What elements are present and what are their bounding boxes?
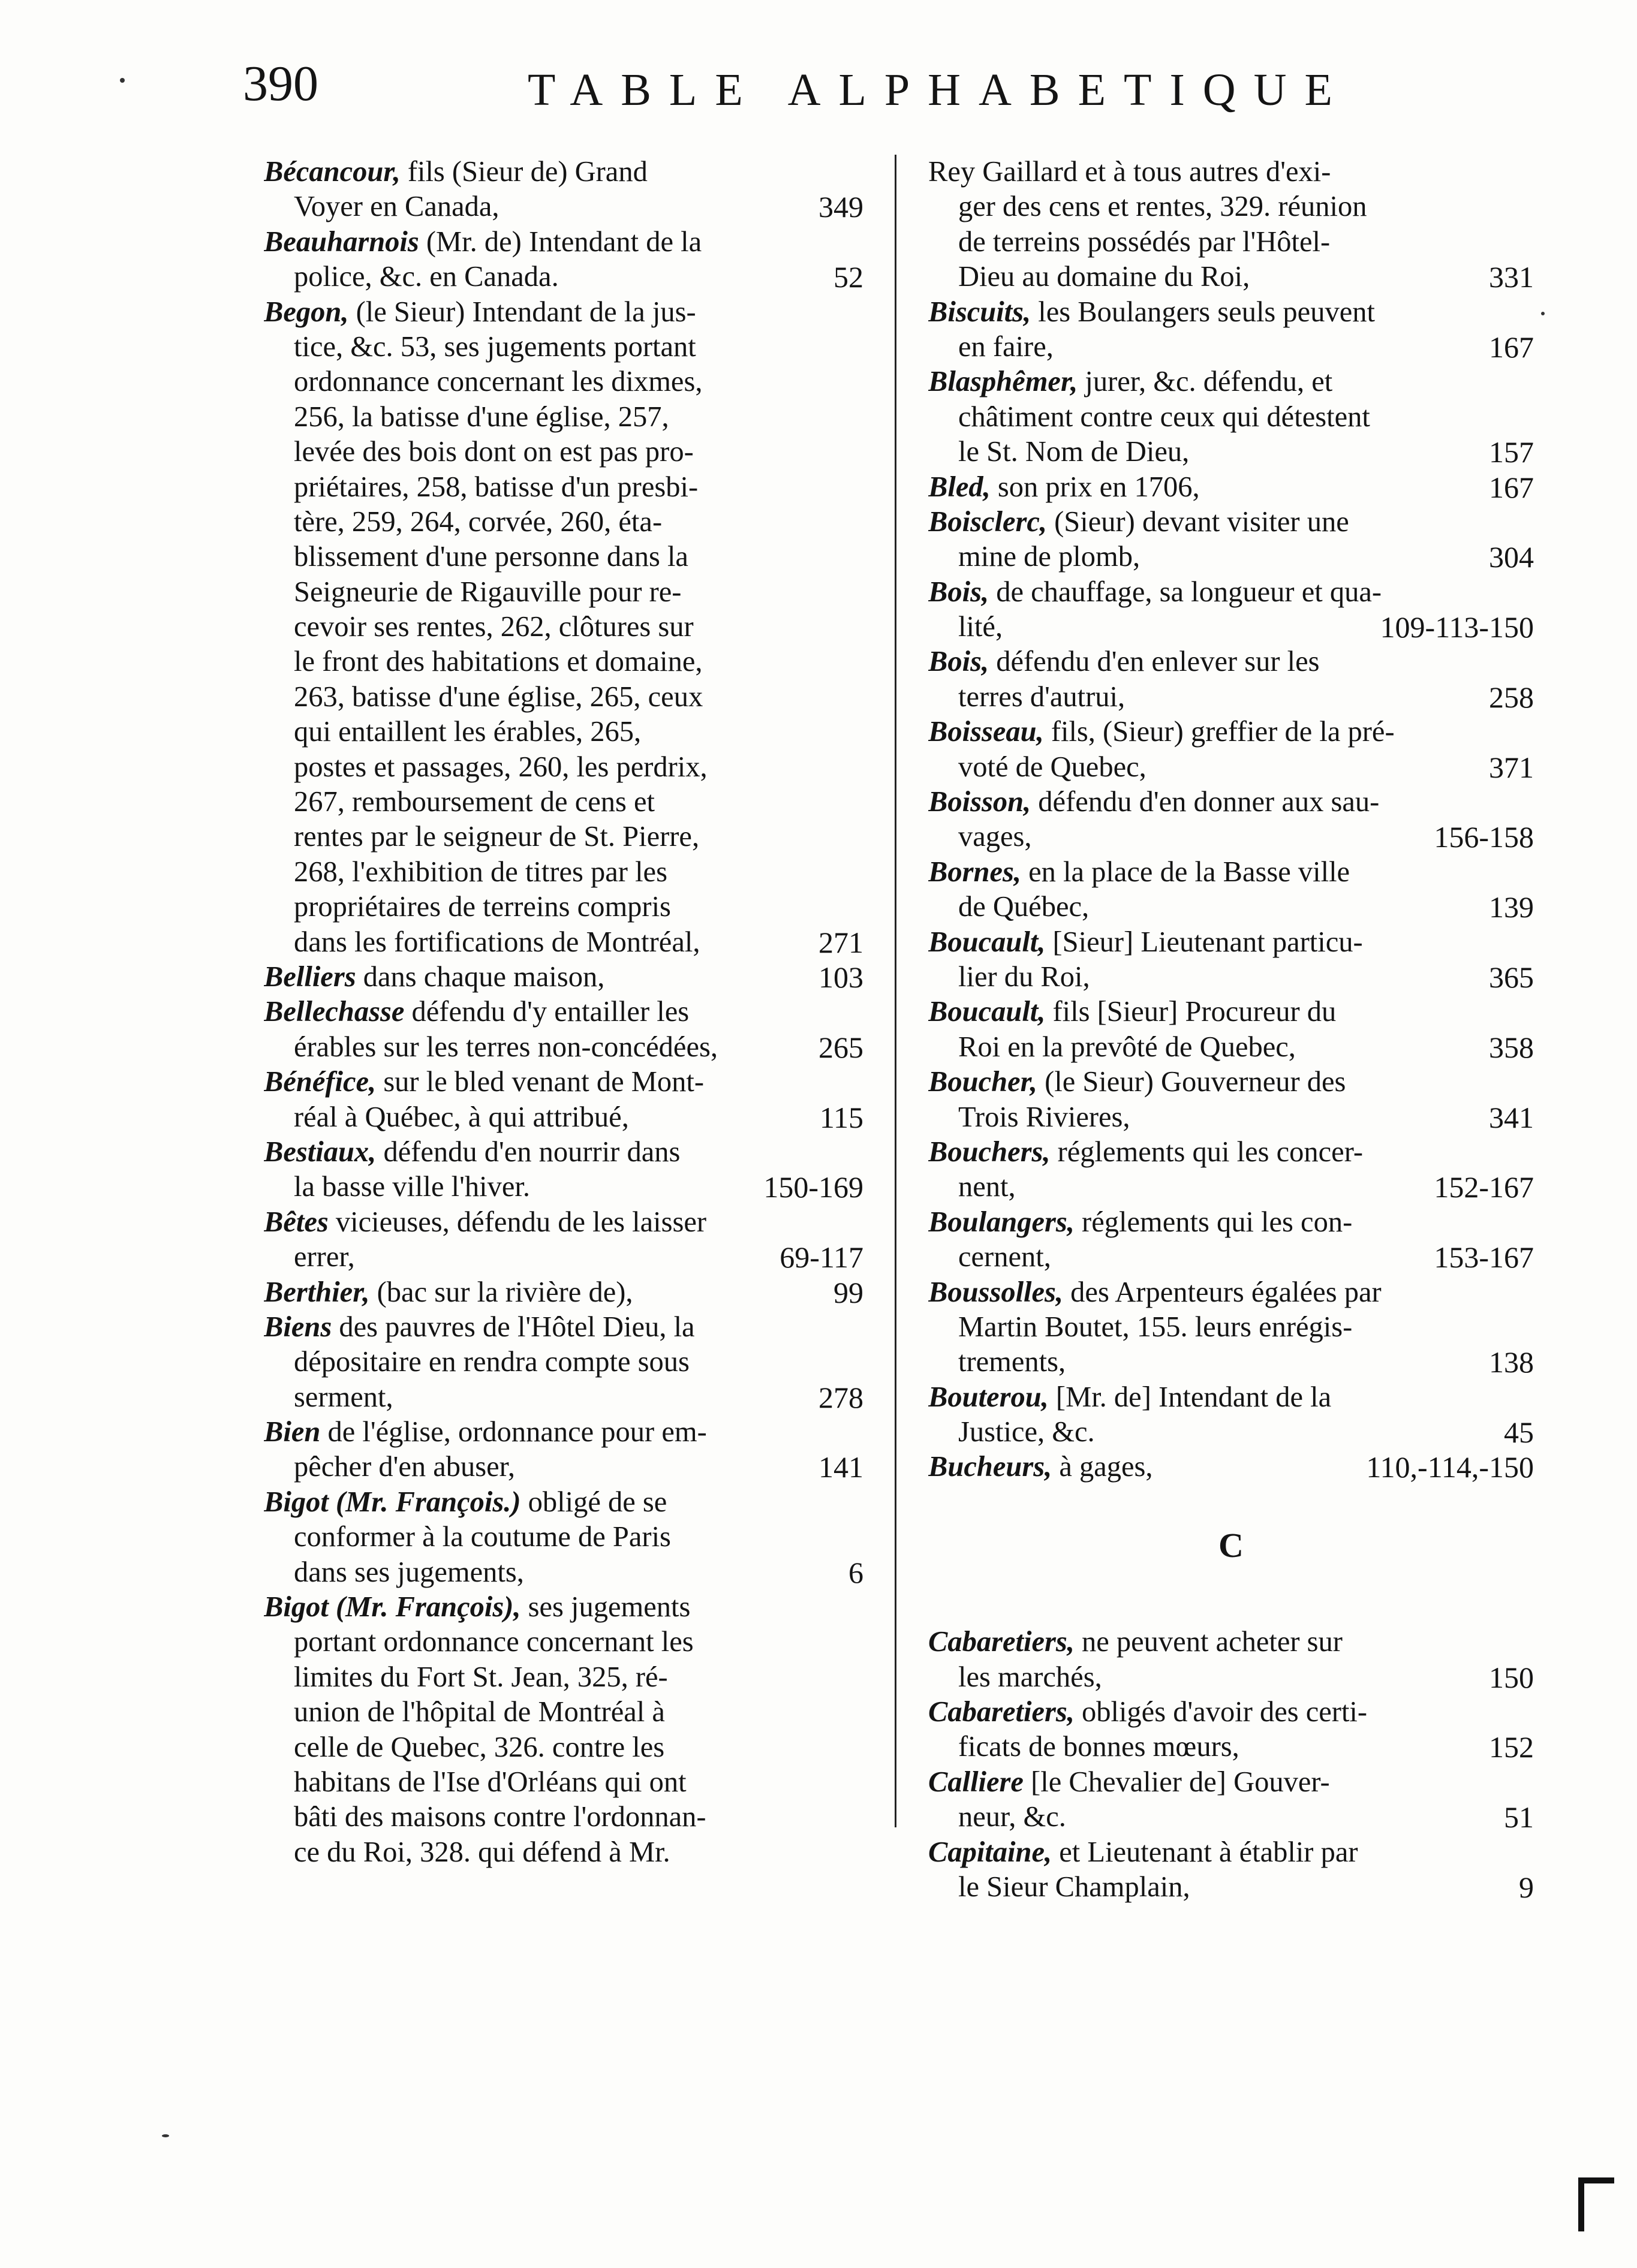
entry-headword: Biens bbox=[264, 1311, 332, 1343]
entry-headword: Bien bbox=[264, 1416, 321, 1448]
entry-line bbox=[928, 1030, 1534, 1065]
entry-page-ref: 103 bbox=[813, 960, 863, 995]
entry-line bbox=[928, 750, 1534, 785]
entry-page-ref: 99 bbox=[827, 1275, 863, 1310]
entry-text: réglements qui les concer- bbox=[1057, 1135, 1364, 1168]
entry-page-ref: 69-117 bbox=[774, 1240, 863, 1275]
entry-text: Justice, &c. bbox=[958, 1416, 1095, 1448]
entry-text: et Lieutenant à établir par bbox=[1059, 1836, 1358, 1868]
entry-text: qui entaillent les érables, 265, bbox=[294, 716, 642, 748]
entry-line bbox=[264, 1450, 863, 1484]
entry-headword: Bouchers, bbox=[928, 1135, 1051, 1168]
entry-page-ref: 358 bbox=[1483, 1030, 1534, 1065]
entry-text: son prix en 1706, bbox=[997, 471, 1200, 503]
entry-text: le front des habitations et domaine, bbox=[294, 646, 703, 678]
entry-text: (Sieur) devant visiter une bbox=[1054, 505, 1349, 538]
entry-text: ce du Roi, 328. qui défend à Mr. bbox=[294, 1836, 670, 1868]
entry-line bbox=[264, 750, 863, 785]
entry-line bbox=[264, 1835, 863, 1870]
entry-text: vages, bbox=[958, 821, 1032, 853]
entry-line bbox=[264, 1030, 863, 1065]
entry-headword: Bouterou, bbox=[928, 1381, 1049, 1413]
entry-text: cevoir ses rentes, 262, clôtures sur bbox=[294, 611, 694, 643]
entry-text: obligés d'avoir des certi- bbox=[1081, 1696, 1368, 1728]
entry-text: ne peuvent acheter sur bbox=[1081, 1626, 1343, 1658]
entry-text: conformer à la coutume de Paris bbox=[294, 1521, 671, 1553]
entry-line bbox=[264, 1555, 863, 1590]
entry-text: Martin Boutet, 155. leurs enrégis- bbox=[958, 1311, 1353, 1343]
entry-text: serment, bbox=[294, 1381, 393, 1413]
entry-line bbox=[264, 960, 863, 995]
entry-page-ref: 150 bbox=[1483, 1660, 1534, 1695]
entry-text: à gages, bbox=[1059, 1451, 1153, 1483]
entry-text: [Sieur] Lieutenant particu- bbox=[1052, 926, 1363, 958]
entry-page-ref: 156-158 bbox=[1428, 820, 1534, 854]
entry-text: de l'église, ordonnance pour em- bbox=[327, 1416, 707, 1448]
entry-text: jurer, &c. défendu, et bbox=[1085, 366, 1333, 398]
entry-text: (le Sieur) Gouverneur des bbox=[1045, 1066, 1346, 1098]
index-entry bbox=[264, 1065, 863, 1135]
entry-text: Seigneurie de Rigauville pour re- bbox=[294, 576, 682, 608]
entry-text: [Mr. de] Intendant de la bbox=[1055, 1381, 1332, 1413]
ink-speck bbox=[162, 2134, 169, 2137]
entry-headword: Boucault, bbox=[928, 926, 1046, 958]
entry-line bbox=[264, 435, 863, 469]
index-entry bbox=[928, 155, 1534, 295]
entry-line bbox=[928, 1730, 1534, 1764]
entry-headword: Blasphêmer, bbox=[928, 366, 1078, 398]
entry-page-ref: 138 bbox=[1483, 1345, 1534, 1380]
entry-line bbox=[928, 1275, 1534, 1310]
entry-text: 256, la batisse d'une église, 257, bbox=[294, 400, 669, 433]
entry-line bbox=[264, 505, 863, 540]
entry-text: des pauvres de l'Hôtel Dieu, la bbox=[339, 1311, 695, 1343]
entry-line bbox=[928, 1205, 1534, 1240]
index-entry bbox=[928, 1275, 1534, 1380]
entry-line bbox=[264, 1520, 863, 1555]
entry-text: érables sur les terres non-concédées, bbox=[294, 1031, 718, 1063]
index-entry bbox=[928, 505, 1534, 575]
entry-line bbox=[264, 1065, 863, 1100]
entry-line bbox=[264, 1135, 863, 1170]
entry-page-ref: 331 bbox=[1483, 260, 1534, 294]
entry-text: 268, l'exhibition de titres par les bbox=[294, 856, 667, 888]
entry-line bbox=[928, 995, 1534, 1029]
entry-page-ref: 6 bbox=[842, 1555, 863, 1590]
entry-headword: Boisson, bbox=[928, 786, 1031, 818]
entry-line bbox=[928, 505, 1534, 540]
entry-line bbox=[928, 330, 1534, 365]
entry-line bbox=[928, 925, 1534, 960]
entry-page-ref: 278 bbox=[813, 1380, 863, 1415]
left-column bbox=[264, 155, 863, 1870]
entry-text: châtiment contre ceux qui détestent bbox=[958, 400, 1370, 433]
entry-text: ses jugements bbox=[528, 1591, 691, 1624]
index-entry bbox=[928, 1625, 1534, 1695]
entry-line bbox=[264, 644, 863, 679]
index-entry bbox=[928, 470, 1534, 505]
entry-page-ref: 365 bbox=[1483, 960, 1534, 995]
entry-line bbox=[264, 1415, 863, 1450]
entry-text: de chauffage, sa longueur et qua- bbox=[996, 576, 1382, 608]
entry-line bbox=[264, 1590, 863, 1625]
column-rule bbox=[895, 155, 896, 1827]
entry-headword: Bellechasse bbox=[264, 996, 405, 1028]
entry-text: défendu d'y entailler les bbox=[411, 996, 690, 1028]
entry-line bbox=[928, 225, 1534, 260]
entry-line bbox=[264, 1660, 863, 1695]
entry-headword: Boulangers, bbox=[928, 1206, 1075, 1238]
entry-line bbox=[928, 1065, 1534, 1100]
entry-headword: Bécancour, bbox=[264, 156, 401, 188]
entry-text: propriétaires de terreins compris bbox=[294, 891, 671, 923]
entry-text: limites du Fort St. Jean, 325, ré- bbox=[294, 1661, 668, 1693]
entry-headword: Belliers bbox=[264, 960, 356, 993]
entry-text: rentes par le seigneur de St. Pierre, bbox=[294, 821, 700, 853]
index-entry bbox=[264, 155, 863, 225]
entry-text: [le Chevalier de] Gouver- bbox=[1031, 1766, 1330, 1798]
entry-line bbox=[928, 1100, 1534, 1135]
index-entry bbox=[928, 855, 1534, 925]
entry-line bbox=[928, 1345, 1534, 1380]
entry-line bbox=[264, 365, 863, 399]
entry-line bbox=[264, 1800, 863, 1835]
entry-text: tère, 259, 264, corvée, 260, éta- bbox=[294, 505, 663, 538]
entry-text: postes et passages, 260, les perdrix, bbox=[294, 751, 708, 783]
entry-page-ref: 157 bbox=[1483, 435, 1534, 469]
entry-line bbox=[264, 610, 863, 644]
entry-text: obligé de se bbox=[528, 1486, 667, 1518]
entry-text: 263, batisse d'une église, 265, ceux bbox=[294, 680, 703, 713]
entry-text: le St. Nom de Dieu, bbox=[958, 436, 1190, 468]
entry-page-ref: 141 bbox=[813, 1450, 863, 1484]
entry-headword: Capitaine, bbox=[928, 1836, 1052, 1868]
entry-line bbox=[264, 855, 863, 890]
entry-line bbox=[928, 1415, 1534, 1450]
entry-page-ref: 258 bbox=[1483, 680, 1534, 715]
entry-text: les marchés, bbox=[958, 1661, 1102, 1693]
entry-line bbox=[928, 1310, 1534, 1345]
entry-line bbox=[928, 400, 1534, 435]
entry-text: nent, bbox=[958, 1171, 1016, 1203]
index-entry bbox=[264, 295, 863, 960]
entry-text: dépositaire en rendra compte sous bbox=[294, 1346, 690, 1378]
entry-line bbox=[264, 260, 863, 294]
entry-text: lier du Roi, bbox=[958, 960, 1090, 993]
entry-line bbox=[264, 295, 863, 330]
section-letter: C bbox=[1218, 1526, 1244, 1565]
entry-headword: Bénéfice, bbox=[264, 1066, 377, 1098]
entry-line bbox=[928, 365, 1534, 399]
entry-text: fils, (Sieur) greffier de la pré- bbox=[1051, 716, 1395, 748]
index-entry bbox=[928, 1205, 1534, 1275]
index-entry bbox=[264, 1485, 863, 1590]
entry-page-ref: 109-113-150 bbox=[1374, 610, 1534, 644]
entry-text: Voyer en Canada, bbox=[294, 191, 499, 223]
entry-line bbox=[264, 1625, 863, 1659]
entry-text: de Québec, bbox=[958, 891, 1090, 923]
entry-page-ref: 52 bbox=[827, 260, 863, 294]
right-column bbox=[928, 155, 1534, 1905]
index-entry bbox=[928, 1065, 1534, 1135]
entry-line bbox=[928, 855, 1534, 890]
entry-line bbox=[928, 680, 1534, 715]
entry-line bbox=[264, 1695, 863, 1730]
entry-text: cernent, bbox=[958, 1241, 1051, 1273]
entry-headword: Cabaretiers, bbox=[928, 1696, 1075, 1728]
entry-line bbox=[928, 1765, 1534, 1800]
entry-page-ref: 51 bbox=[1498, 1800, 1534, 1835]
entry-text: Trois Rivieres, bbox=[958, 1101, 1130, 1133]
entry-text: sur le bled venant de Mont- bbox=[383, 1066, 705, 1098]
entry-line bbox=[264, 1730, 863, 1765]
entry-text: Dieu au domaine du Roi, bbox=[958, 261, 1250, 293]
entry-text: (Mr. de) Intendant de la bbox=[426, 225, 702, 258]
entry-line bbox=[264, 1485, 863, 1520]
index-entry bbox=[264, 995, 863, 1065]
entry-page-ref: 150-169 bbox=[757, 1170, 863, 1204]
entry-headword: Calliere bbox=[928, 1766, 1024, 1798]
entry-line bbox=[928, 1835, 1534, 1870]
index-entry bbox=[928, 715, 1534, 785]
entry-line bbox=[264, 1380, 863, 1415]
entry-text: errer, bbox=[294, 1241, 355, 1273]
entry-line bbox=[928, 890, 1534, 924]
entry-text: blissement d'une personne dans la bbox=[294, 541, 688, 573]
entry-text: terres d'autrui, bbox=[958, 680, 1126, 713]
entry-text: priétaires, 258, batisse d'un presbi- bbox=[294, 471, 699, 503]
entry-text: en faire, bbox=[958, 330, 1054, 363]
index-entry bbox=[928, 575, 1534, 645]
index-entry bbox=[264, 1135, 863, 1205]
index-entry bbox=[264, 1275, 863, 1310]
entry-text: fils (Sieur de) Grand bbox=[407, 156, 648, 188]
entry-line bbox=[928, 155, 1534, 189]
entry-line bbox=[264, 1345, 863, 1380]
entry-headword: Boucher, bbox=[928, 1066, 1037, 1098]
index-entry bbox=[264, 1205, 863, 1275]
index-entry bbox=[928, 644, 1534, 715]
entry-line bbox=[928, 295, 1534, 330]
index-entry bbox=[928, 1695, 1534, 1765]
entry-text: vicieuses, défendu de les laisser bbox=[335, 1206, 707, 1238]
entry-line bbox=[264, 400, 863, 435]
entry-line bbox=[928, 470, 1534, 505]
entry-page-ref: 167 bbox=[1483, 470, 1534, 505]
entry-text: Roi en la prevôté de Quebec, bbox=[958, 1031, 1296, 1063]
entry-text: fils [Sieur] Procureur du bbox=[1052, 996, 1337, 1028]
entry-text: réglements qui les con- bbox=[1082, 1206, 1353, 1238]
entry-text: levée des bois dont on est pas pro- bbox=[294, 436, 694, 468]
entry-text: habitans de l'Ise d'Orléans qui ont bbox=[294, 1766, 687, 1798]
entry-line bbox=[264, 189, 863, 224]
entry-line bbox=[264, 820, 863, 854]
entry-line bbox=[928, 435, 1534, 469]
index-entry bbox=[264, 1590, 863, 1870]
entry-page-ref: 139 bbox=[1483, 890, 1534, 924]
index-entry bbox=[928, 295, 1534, 365]
entry-text: police, &c. en Canada. bbox=[294, 261, 559, 293]
entry-page-ref: 371 bbox=[1483, 750, 1534, 785]
entry-text: (le Sieur) Intendant de la jus- bbox=[356, 296, 696, 328]
entry-text: tice, &c. 53, ses jugements portant bbox=[294, 330, 696, 363]
entry-headword: Beauharnois bbox=[264, 225, 419, 258]
entry-page-ref: 271 bbox=[813, 925, 863, 960]
entry-text: portant ordonnance concernant les bbox=[294, 1626, 694, 1658]
index-entry bbox=[928, 365, 1534, 469]
index-entry bbox=[264, 225, 863, 295]
entry-text: trements, bbox=[958, 1346, 1066, 1378]
entry-line bbox=[264, 1275, 863, 1310]
index-entry bbox=[928, 785, 1534, 855]
entry-line bbox=[928, 540, 1534, 574]
entry-text: défendu d'en nourrir dans bbox=[383, 1135, 681, 1168]
entry-page-ref: 9 bbox=[1513, 1870, 1534, 1905]
entry-headword: Boisseau, bbox=[928, 716, 1044, 748]
entry-line bbox=[928, 1660, 1534, 1695]
entry-headword: Boisclerc, bbox=[928, 505, 1048, 538]
entry-headword: Bled, bbox=[928, 471, 991, 503]
entry-text: la basse ville l'hiver. bbox=[294, 1171, 530, 1203]
index-entry bbox=[928, 925, 1534, 995]
entry-line bbox=[264, 155, 863, 189]
entry-line bbox=[928, 715, 1534, 749]
entry-headword: Bêtes bbox=[264, 1206, 329, 1238]
index-entry bbox=[928, 1450, 1534, 1484]
entry-line bbox=[264, 470, 863, 505]
entry-text: défendu d'en enlever sur les bbox=[996, 646, 1320, 678]
entry-text: bâti des maisons contre l'ordonnan- bbox=[294, 1801, 706, 1833]
entry-page-ref: 115 bbox=[814, 1100, 863, 1135]
entry-page-ref: 304 bbox=[1483, 540, 1534, 574]
entry-line bbox=[928, 1695, 1534, 1730]
running-title: TABLE ALPHABETIQUE bbox=[528, 65, 1350, 115]
entry-text: (bac sur la rivière de), bbox=[377, 1276, 633, 1308]
entry-headword: Bigot (Mr. François), bbox=[264, 1591, 521, 1624]
entry-page-ref: 45 bbox=[1498, 1415, 1534, 1450]
entry-headword: Bigot (Mr. François.) bbox=[264, 1486, 521, 1518]
entry-line bbox=[928, 644, 1534, 679]
entry-headword: Cabaretiers, bbox=[928, 1626, 1075, 1658]
entry-line bbox=[264, 925, 863, 960]
entry-headword: Boussolles, bbox=[928, 1276, 1064, 1308]
entry-line bbox=[264, 715, 863, 749]
entry-line bbox=[928, 260, 1534, 294]
ink-speck bbox=[1541, 312, 1545, 315]
entry-headword: Bestiaux, bbox=[264, 1135, 377, 1168]
ink-speck bbox=[120, 78, 125, 83]
index-entry bbox=[928, 1765, 1534, 1835]
entry-page-ref: 152-167 bbox=[1428, 1170, 1534, 1204]
entry-text: dans chaque maison, bbox=[363, 960, 605, 993]
entry-text: celle de Quebec, 326. contre les bbox=[294, 1731, 665, 1763]
entry-page-ref: 341 bbox=[1483, 1100, 1534, 1135]
entry-text: dans ses jugements, bbox=[294, 1556, 524, 1588]
entry-text: ger des cens et rentes, 329. réunion bbox=[958, 191, 1367, 223]
page-corner-mark bbox=[1578, 2177, 1614, 2231]
entry-text: Rey Gaillard et à tous autres d'exi- bbox=[928, 156, 1331, 188]
entry-line bbox=[264, 785, 863, 820]
entry-line bbox=[928, 1870, 1534, 1905]
entry-text: 267, remboursement de cens et bbox=[294, 786, 655, 818]
entry-line bbox=[264, 225, 863, 260]
entry-headword: Bois, bbox=[928, 576, 989, 608]
entry-text: des Arpenteurs égalées par bbox=[1070, 1276, 1382, 1308]
entry-text: de terreins possédés par l'Hôtel- bbox=[958, 225, 1331, 258]
entry-line bbox=[264, 540, 863, 574]
page-number: 390 bbox=[243, 56, 318, 112]
index-entry bbox=[928, 995, 1534, 1065]
index-entry bbox=[264, 1415, 863, 1485]
entry-text: dans les fortifications de Montréal, bbox=[294, 926, 700, 958]
entry-headword: Biscuits, bbox=[928, 296, 1031, 328]
entry-text: les Boulangers seuls peuvent bbox=[1038, 296, 1375, 328]
entry-headword: Bois, bbox=[928, 646, 989, 678]
entry-line bbox=[928, 785, 1534, 820]
entry-line bbox=[264, 1765, 863, 1800]
entry-text: ficats de bonnes mœurs, bbox=[958, 1731, 1239, 1763]
entry-line bbox=[928, 1380, 1534, 1415]
entry-line bbox=[264, 330, 863, 365]
entry-text: réal à Québec, à qui attribué, bbox=[294, 1101, 629, 1133]
index-entry bbox=[928, 1380, 1534, 1450]
entry-page-ref: 167 bbox=[1483, 330, 1534, 365]
entry-line bbox=[928, 1625, 1534, 1659]
entry-line bbox=[264, 1100, 863, 1135]
entry-line bbox=[264, 1310, 863, 1345]
entry-page-ref: 265 bbox=[813, 1030, 863, 1065]
entry-text: défendu d'en donner aux sau- bbox=[1038, 786, 1380, 818]
entry-line bbox=[264, 1205, 863, 1240]
entry-page-ref: 153-167 bbox=[1428, 1240, 1534, 1275]
entry-page-ref: 349 bbox=[813, 189, 863, 224]
entry-line bbox=[264, 995, 863, 1029]
entry-text: en la place de la Basse ville bbox=[1028, 856, 1350, 888]
entry-text: ordonnance concernant les dixmes, bbox=[294, 366, 703, 398]
entry-headword: Begon, bbox=[264, 296, 349, 328]
entry-line bbox=[264, 575, 863, 610]
entry-headword: Bucheurs, bbox=[928, 1451, 1052, 1483]
entry-line bbox=[928, 1800, 1534, 1835]
index-entry bbox=[264, 1310, 863, 1415]
index-entry bbox=[264, 960, 863, 995]
entry-text: union de l'hôpital de Montréal à bbox=[294, 1696, 665, 1728]
entry-line bbox=[264, 890, 863, 924]
entry-text: le Sieur Champlain, bbox=[958, 1871, 1190, 1903]
entry-text: pêcher d'en abuser, bbox=[294, 1451, 516, 1483]
entry-line bbox=[928, 1135, 1534, 1170]
entry-line bbox=[928, 960, 1534, 995]
entry-headword: Berthier, bbox=[264, 1276, 370, 1308]
entry-headword: Boucault, bbox=[928, 996, 1046, 1028]
entry-line bbox=[928, 189, 1534, 224]
entry-line bbox=[928, 575, 1534, 610]
entry-text: voté de Quebec, bbox=[958, 751, 1146, 783]
entry-headword: Bornes, bbox=[928, 856, 1021, 888]
entry-page-ref: 110,-114,-150 bbox=[1360, 1450, 1534, 1484]
entry-line bbox=[264, 680, 863, 715]
entry-text: mine de plomb, bbox=[958, 541, 1141, 573]
entry-text: lité, bbox=[958, 611, 1003, 643]
entry-text: neur, &c. bbox=[958, 1801, 1066, 1833]
index-entry bbox=[928, 1135, 1534, 1205]
index-entry bbox=[928, 1835, 1534, 1905]
entry-page-ref: 152 bbox=[1483, 1730, 1534, 1764]
